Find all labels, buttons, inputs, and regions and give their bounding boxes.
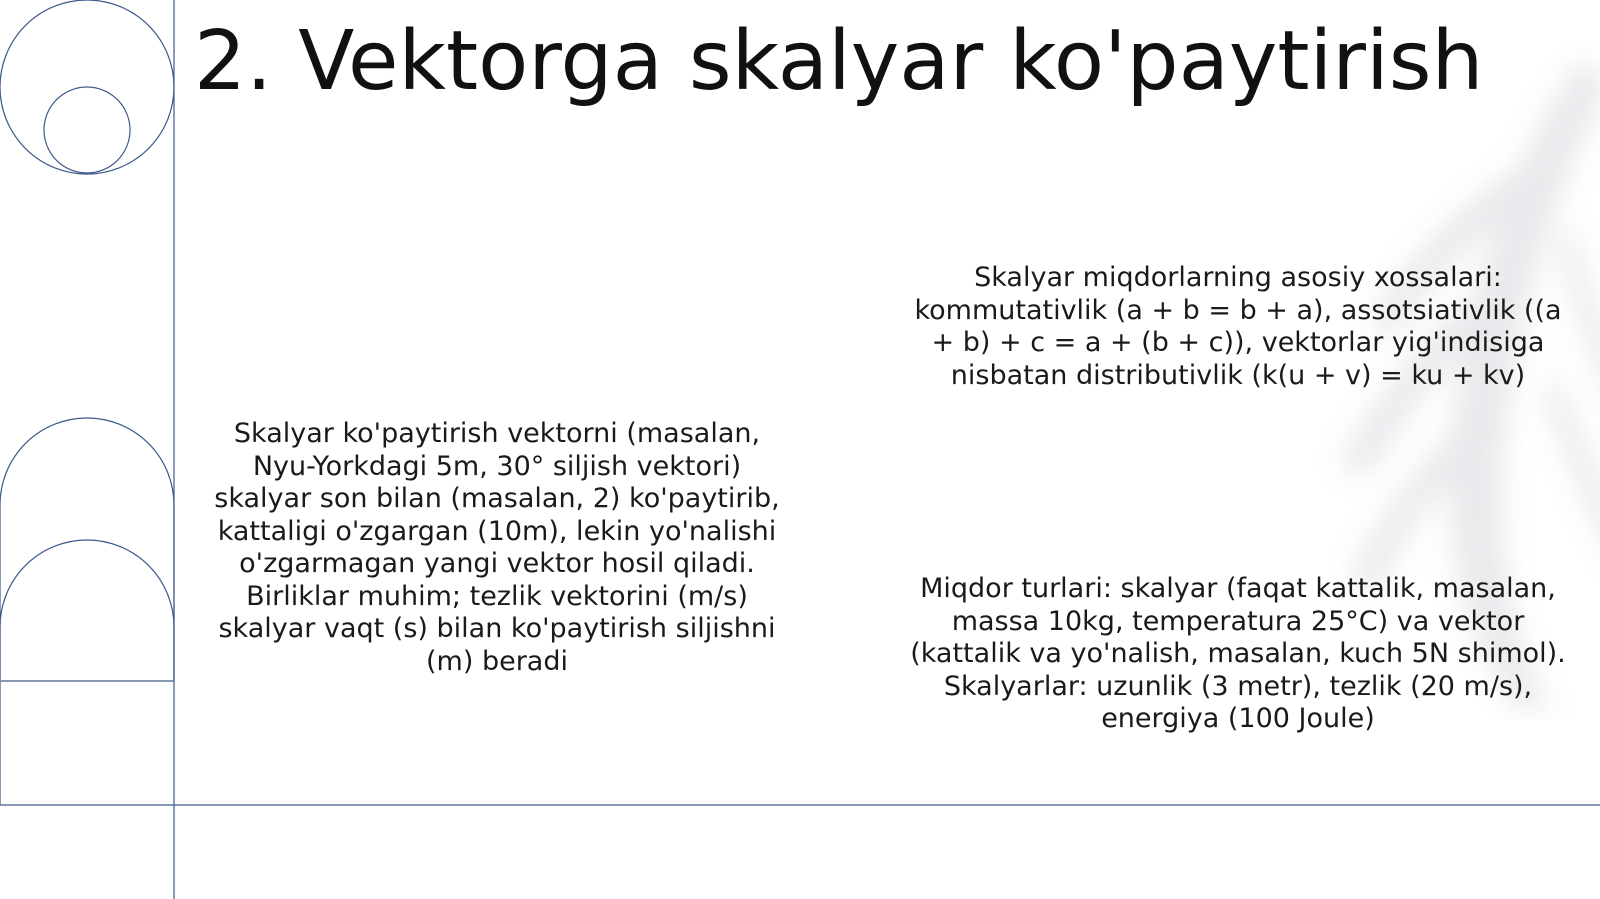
upper-arch-outline — [0, 418, 174, 680]
right-bottom-paragraph: Miqdor turlari: skalyar (faqat kattalik, masalan, massa 10kg, temperatura 25°C) va vektor (kattalik va yo'nalish, masalan, kuch 5N shimol). Skalyarlar: uzunlik (3 metr), tezlik (20 m/s), energiya (100 Joule) — [910, 573, 1566, 734]
small-circle-outline — [44, 87, 130, 173]
lower-arch-outline — [0, 540, 174, 680]
slide-title: 2. Vektorga skalyar ko'paytirish — [194, 14, 1484, 109]
right-top-paragraph: Skalyar miqdorlarning asosiy xossalari: kommutativlik (a + b = b + a), assotsiativlik ((a + b) + c = a + (b + c)), vektorlar yig'indisiga nisbatan distributivlik (k(u + v) = ku + kv) — [914, 262, 1562, 391]
left-paragraph: Skalyar ko'paytirish vektorni (masalan, Nyu-Yorkdagi 5m, 30° siljish vektori) skalyar son bilan (masalan, 2) ko'paytirib, kattaligi o'zgargan (10m), lekin yo'nalishi o'zgarmagan yangi vektor hosil qiladi. Birliklar muhim; tezlik vektorini (m/s) skalyar vaqt (s) bilan ko'paytirish siljishni (m) beradi — [214, 418, 780, 677]
